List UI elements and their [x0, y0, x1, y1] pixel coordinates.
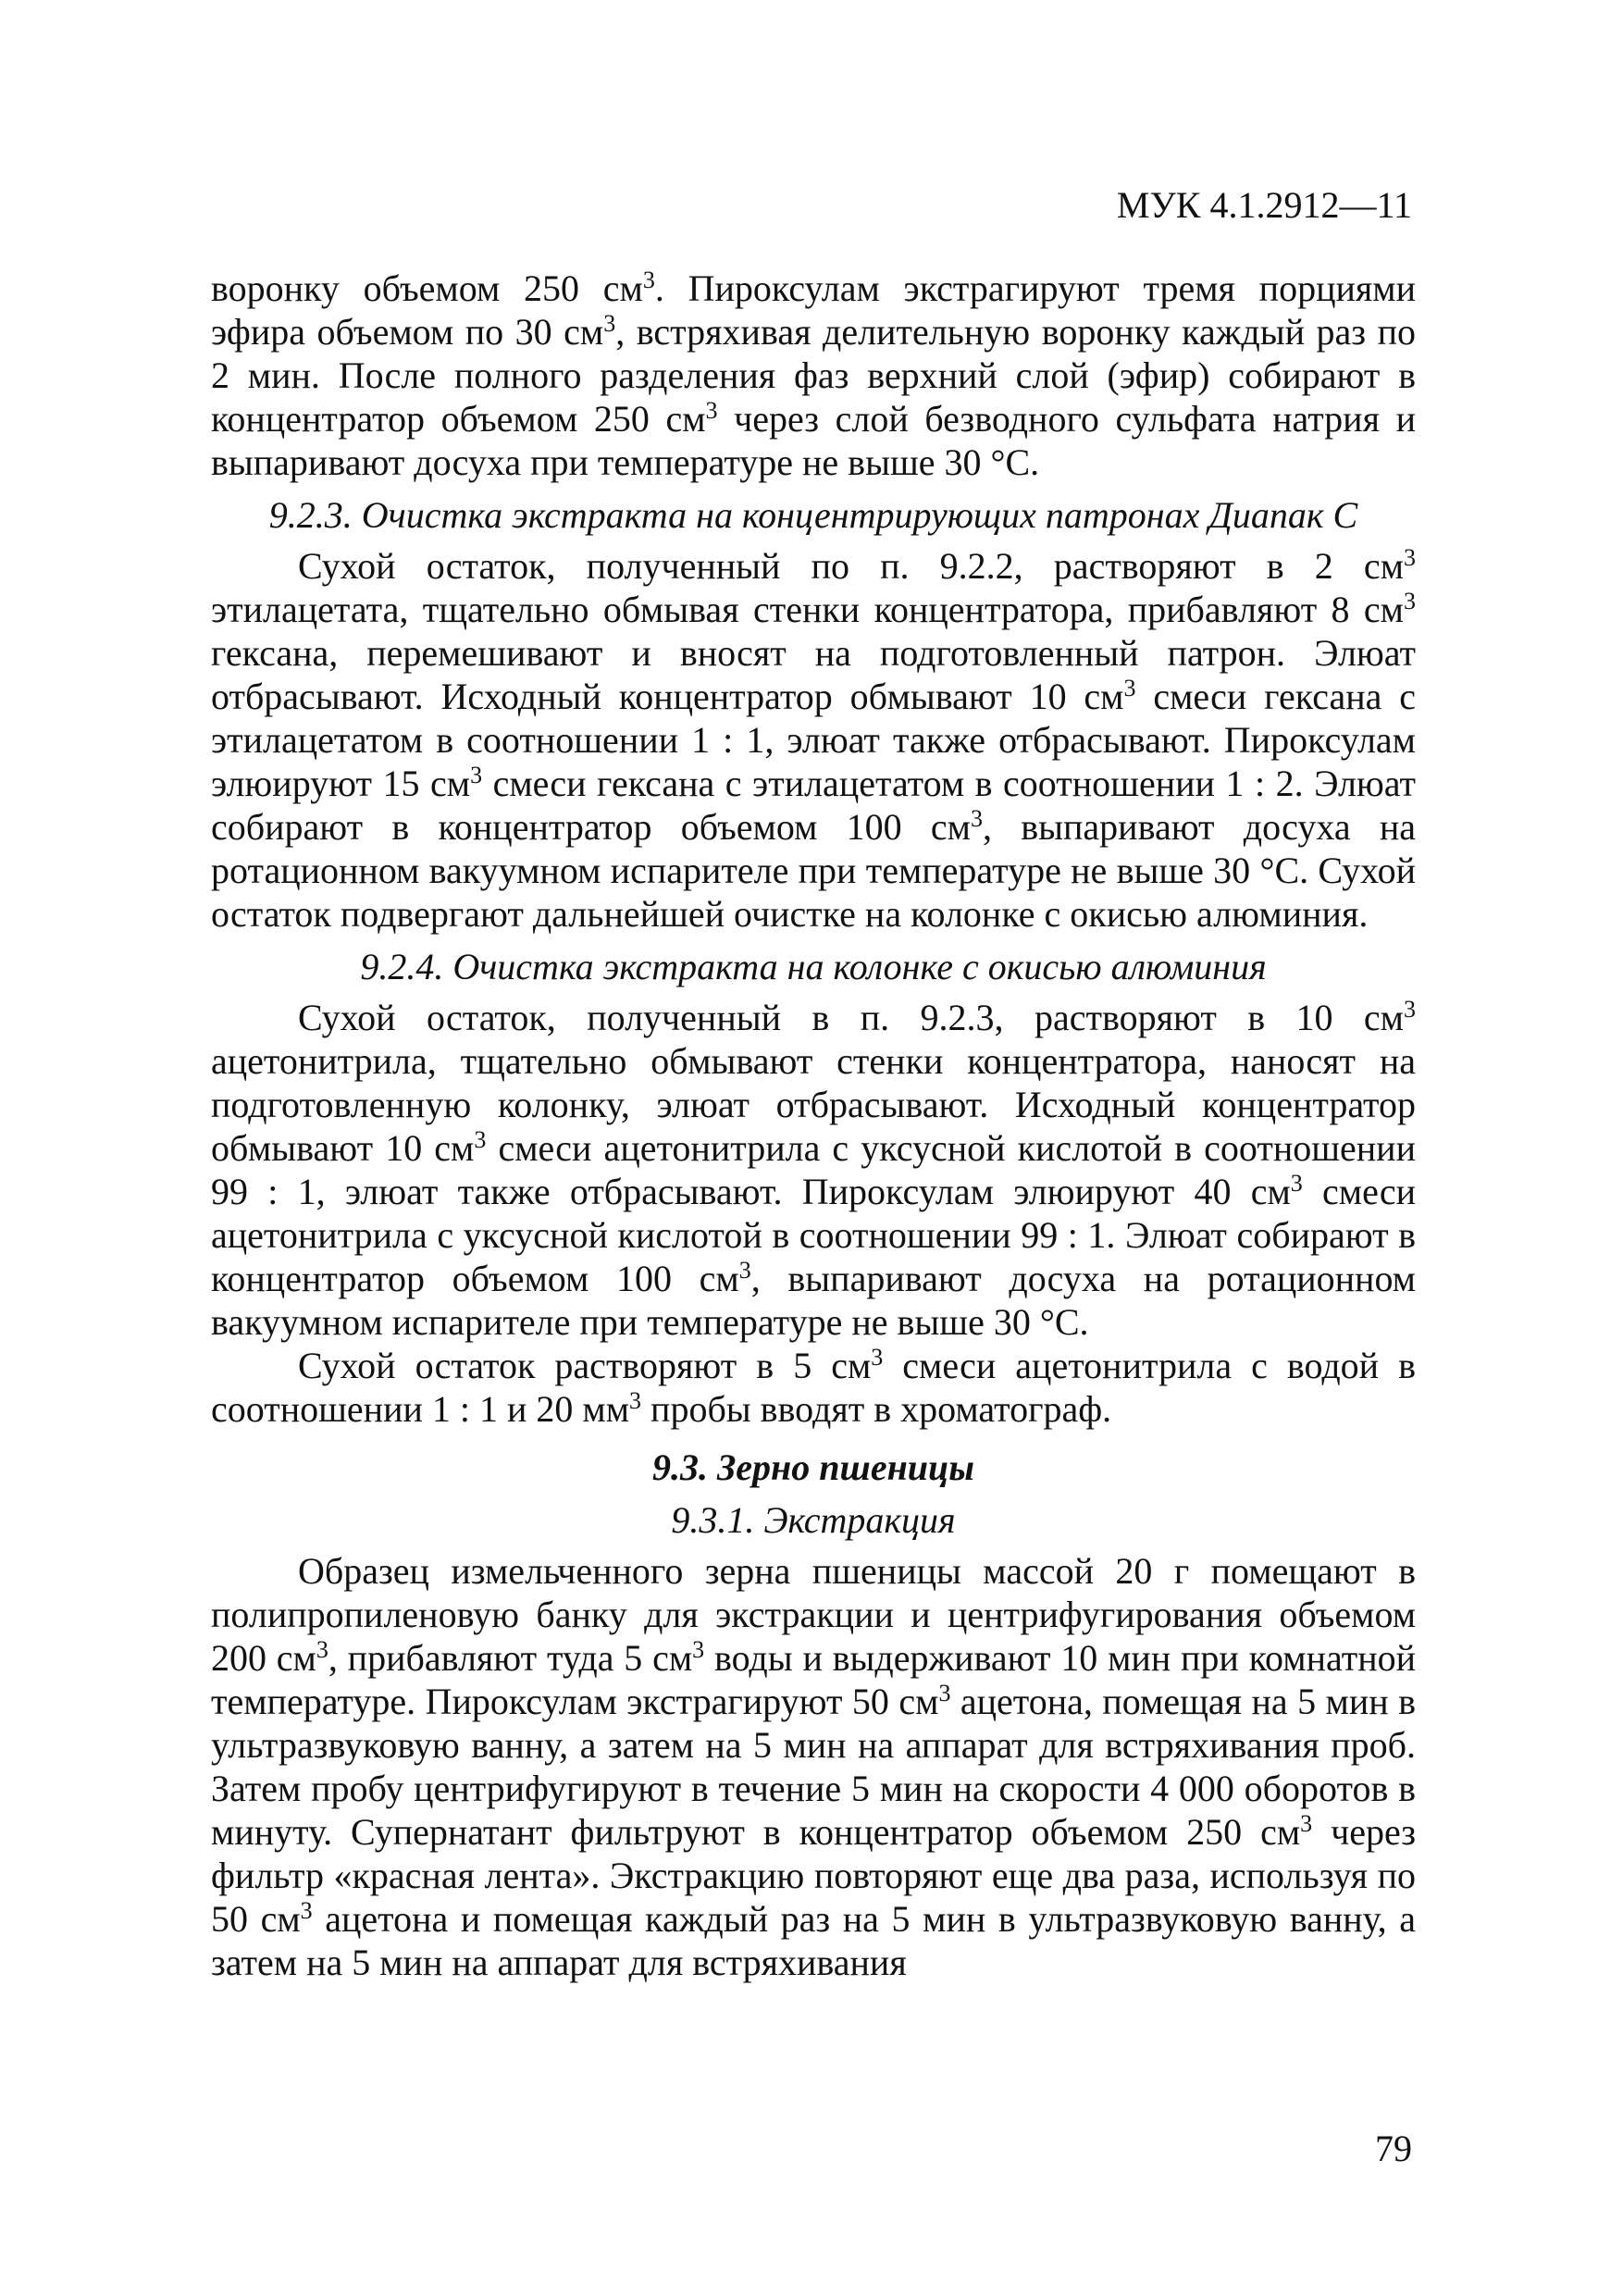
superscript-3: 3 — [603, 310, 616, 337]
text-run: смеси ацетонитрила с уксусной кислотой в соотношении 99 : 1. Элюат собирают в концентратор объемом 100 см — [211, 1171, 1417, 1299]
document-code-header: МУК 4.1.2912—11 — [1116, 184, 1412, 226]
text-run: смеси ацетонитрила с уксусной кислотой в соотношении 99 : 1, элюат также отбрасывают. Пироксулам элюируют 40 см — [211, 1127, 1416, 1212]
text-run: воды и выдерживают 10 мин при комнатной температуре. Пироксулам экстрагируют 50 см — [211, 1637, 1417, 1722]
superscript-3: 3 — [1290, 1170, 1303, 1197]
paragraph-9-2-4 — [211, 996, 1416, 1344]
superscript-3: 3 — [474, 1126, 487, 1153]
text-run: через фильтр «красная лента». Экстракцию повторяют еще два раза, используя по 50 см — [211, 1811, 1416, 1940]
text-run: смеси гексана с этилацетатом в соотношении 1 : 2. Элюат собирают в концентратор объемом 100 см — [211, 763, 1416, 848]
text-run: этилацетата, тщательно обмывая стенки концентратора, прибавляют 8 см — [211, 589, 1404, 630]
text-run: ацетонитрила, тщательно обмывают стенки концентратора, наносят на подготовленную колонку, элюат отбрасывают. Исходный концентратор обмывают 10 см — [211, 1040, 1416, 1169]
superscript-3: 3 — [1404, 588, 1416, 614]
document-body — [211, 267, 1416, 1984]
paragraph-continuation — [211, 267, 1416, 484]
superscript-3: 3 — [938, 1680, 951, 1706]
text-run: Сухой остаток растворяют в 5 см — [298, 1345, 872, 1386]
text-run: воронку объемом 250 см — [211, 267, 643, 309]
superscript-3: 3 — [1404, 996, 1416, 1023]
superscript-3: 3 — [871, 1344, 884, 1371]
text-run: Сухой остаток, полученный по п. 9.2.2, растворяют в 2 см — [298, 545, 1404, 587]
superscript-3: 3 — [470, 762, 483, 788]
text-run: ацетона и помещая каждый раз на 5 мин в ультразвуковую ванну, а затем на 5 мин на аппарат для встряхивания — [211, 1898, 1416, 1983]
section-heading-9-2-4: 9.2.4. Очистка экстракта на колонке с окисью алюминия — [360, 946, 1267, 987]
superscript-3: 3 — [692, 1636, 705, 1663]
paragraph-9-2-4-final — [211, 1344, 1416, 1431]
text-run: ацетона, помещая на 5 мин в ультразвуковую ванну, а затем на 5 мин на аппарат для встряхивания проб. Затем пробу центрифугируют в течение 5 мин на скорости 4 000 оборотов в минуту. Супернатант фильтруют в концентратор объемом 250 см — [211, 1681, 1416, 1853]
text-run: Образец измельченного зерна пшеницы массой 20 г помещают в полипропиленовую банку для экстракции и центрифугирования объемом 200 см — [211, 1550, 1416, 1679]
paragraph-9-3-1 — [211, 1549, 1416, 1984]
text-run: , выпаривают досуха на ротационном вакуумном испарителе при температуре не выше 30 °С. — [211, 1258, 1416, 1343]
text-run: , выпаривают досуха на ротационном вакуумном испарителе при температуре не выше 30 °С. Сухой остаток подвергают дальнейшей очистке на колонке с окисью алюминия. — [211, 806, 1416, 935]
superscript-3: 3 — [1300, 1810, 1313, 1837]
superscript-3: 3 — [971, 805, 983, 832]
text-run: пробы вводят в хроматограф. — [641, 1388, 1112, 1430]
text-run: Сухой остаток, полученный в п. 9.2.3, растворяют в 10 см — [298, 997, 1404, 1038]
text-run: смеси гексана с этилацетатом в соотношении 1 : 1, элюат также отбрасывают. Пироксулам элюируют 15 см — [211, 676, 1416, 804]
section-heading-9-3: 9.3. Зерно пшеницы — [651, 1446, 975, 1488]
superscript-3: 3 — [738, 1257, 751, 1284]
superscript-3: 3 — [705, 397, 718, 424]
paragraph-9-2-3 — [211, 544, 1416, 936]
text-run: гексана, перемешивают и вносят на подготовленный патрон. Элюат отбрасывают. Исходный концентратор обмывают 10 см — [211, 632, 1416, 717]
superscript-3: 3 — [629, 1387, 642, 1414]
text-run: , встряхивая делительную воронку каждый раз по 2 мин. После полного разделения фаз верхний слой (эфир) собирают в концентратор объемом 250 см — [211, 311, 1416, 440]
page-number: 79 — [1375, 2128, 1412, 2169]
superscript-3: 3 — [1404, 544, 1416, 571]
superscript-3: 3 — [316, 1636, 328, 1663]
text-run: . Пироксулам экстрагируют тремя порциями эфира объемом по 30 см — [211, 267, 1417, 353]
superscript-3: 3 — [300, 1897, 313, 1924]
text-run: смеси ацетонитрила с водой в соотношении 1 : 1 и 20 мм — [211, 1345, 1416, 1430]
superscript-3: 3 — [642, 267, 655, 293]
text-run: , прибавляют туда 5 см — [328, 1637, 693, 1679]
superscript-3: 3 — [1123, 675, 1136, 701]
text-run: через слой безводного сульфата натрия и выпаривают досуха при температуре не выше 30 °С. — [211, 398, 1416, 483]
section-heading-9-2-3: 9.2.3. Очистка экстракта на концентрирующих патронах Диапак С — [268, 494, 1358, 536]
section-heading-9-3-1: 9.3.1. Экстракция — [671, 1499, 956, 1541]
